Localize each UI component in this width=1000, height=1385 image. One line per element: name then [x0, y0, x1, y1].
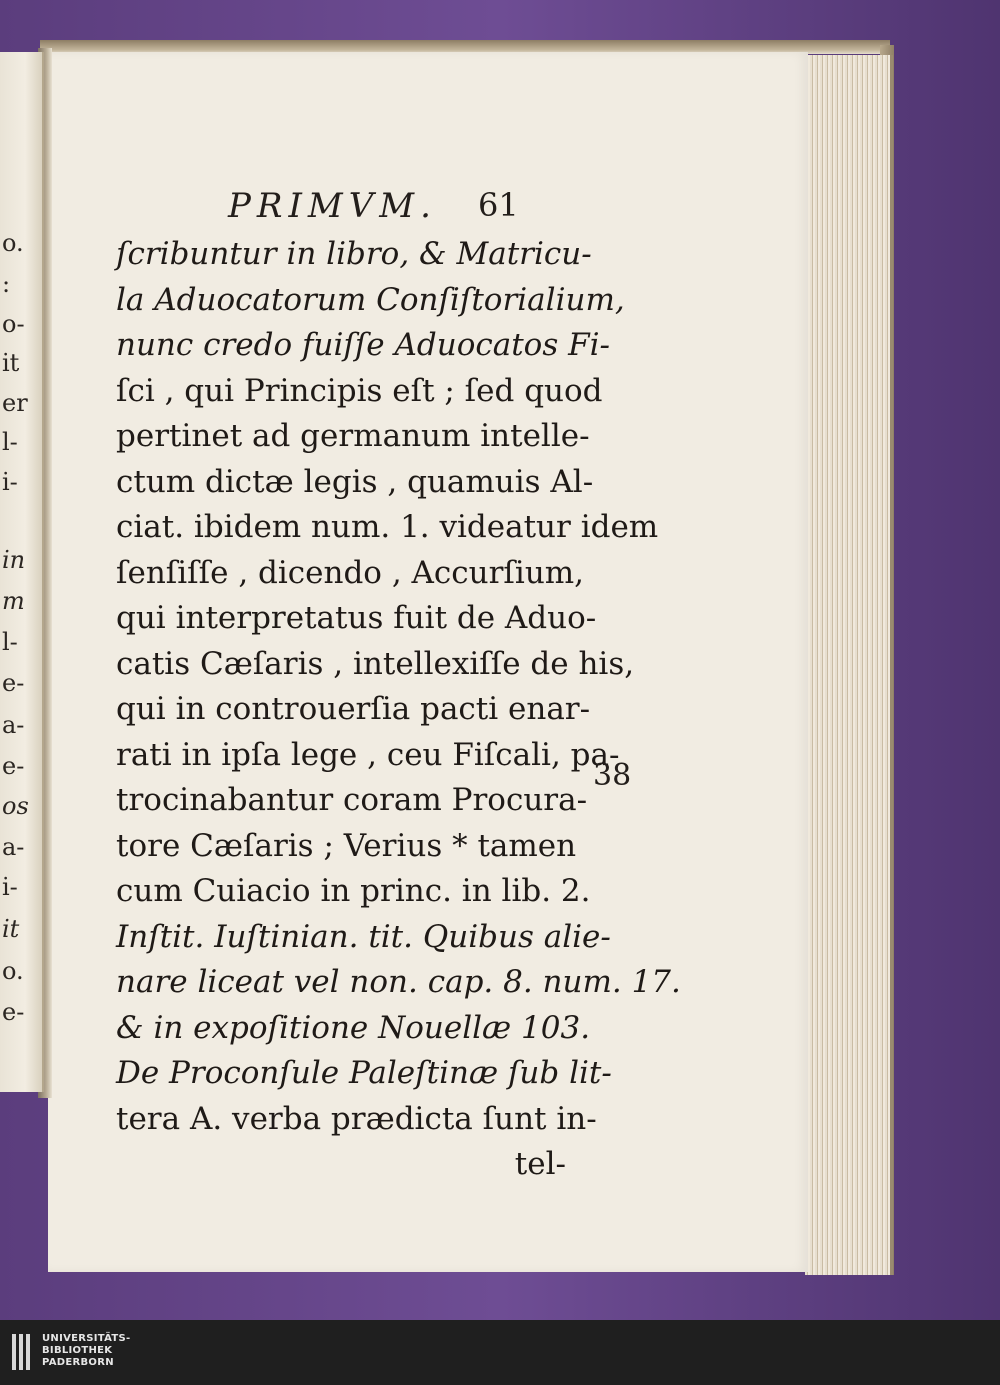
text-line: qui in controuerſia pacti enar-	[116, 691, 591, 727]
text-line: rati in ipſa lege , ceu Fiſcali, pa-	[116, 736, 620, 773]
left-fragment: l-	[2, 428, 18, 456]
text-line: catis Cæſaris , intellexiſſe de his,	[116, 645, 635, 682]
left-fragment: :	[2, 270, 11, 298]
margin-note: 38	[593, 758, 632, 793]
text-line: ctum dictæ legis , quamuis Al-	[116, 463, 594, 500]
footer-bar	[0, 1320, 1000, 1385]
left-fragment: m	[2, 587, 25, 615]
logo-line: PADERBORN	[42, 1357, 114, 1368]
logo-line: UNIVERSITÄTS-	[42, 1333, 131, 1344]
left-fragment: e-	[2, 998, 25, 1026]
text-line: ciat. ibidem num. 1. videatur idem	[116, 509, 659, 545]
library-logo-text	[42, 1333, 131, 1369]
left-fragment: i-	[2, 873, 18, 901]
text-line: la Aduocatorum Conſiſtorialium,	[116, 281, 625, 318]
left-fragment: e-	[2, 669, 25, 697]
page-edges	[805, 55, 893, 1275]
left-fragment: e-	[2, 752, 25, 780]
catchword: tel-	[514, 1146, 566, 1182]
text-line: qui interpretatus fuit de Aduo-	[116, 600, 597, 636]
left-fragment: a-	[2, 711, 25, 739]
text-line: pertinet ad germanum intelle-	[116, 418, 590, 454]
left-fragment: it	[2, 915, 20, 943]
left-fragment: it	[2, 349, 20, 377]
text-line: nare liceat vel non. cap. 8. num. 17.	[116, 964, 681, 1000]
text-line: trocinabantur coram Procura-	[116, 782, 588, 818]
logo-line: BIBLIOTHEK	[42, 1345, 113, 1356]
text-line: nunc credo fuiſſe Aduocatos Fi-	[116, 327, 610, 363]
left-fragment: i-	[2, 468, 18, 496]
text-line: ſcribuntur in libro, & Matricu-	[116, 236, 592, 272]
left-fragment: o.	[2, 229, 24, 257]
left-fragment: in	[2, 546, 26, 574]
text-line: ſenſiſſe , dicendo , Accurſium,	[116, 554, 585, 591]
text-line: & in expoſitione Nouellæ 103.	[116, 1009, 591, 1046]
left-fragment: a-	[2, 833, 25, 861]
library-logo-icon	[12, 1334, 36, 1370]
text-line: tore Cæſaris ; Verius * tamen	[116, 827, 577, 864]
left-fragment: o-	[2, 310, 25, 338]
left-fragment: er	[2, 389, 28, 417]
text-line: tera A. verba prædicta ſunt in-	[116, 1100, 597, 1137]
left-fragment: os	[2, 792, 29, 820]
text-line: ſci , qui Principis eſt ; ſed quod	[116, 372, 603, 409]
running-head: PRIMVM.	[228, 186, 437, 226]
text-line: cum Cuiacio in princ. in lib. 2.	[116, 873, 591, 909]
page-number: 61	[478, 186, 519, 224]
text-line: De Proconſule Paleſtinæ ſub lit-	[116, 1055, 612, 1091]
left-fragment: l-	[2, 628, 18, 656]
text-line: Inſtit. Iuſtinian. tit. Quibus alie-	[116, 918, 611, 955]
left-fragment: o.	[2, 957, 24, 985]
left-page	[0, 52, 44, 1092]
